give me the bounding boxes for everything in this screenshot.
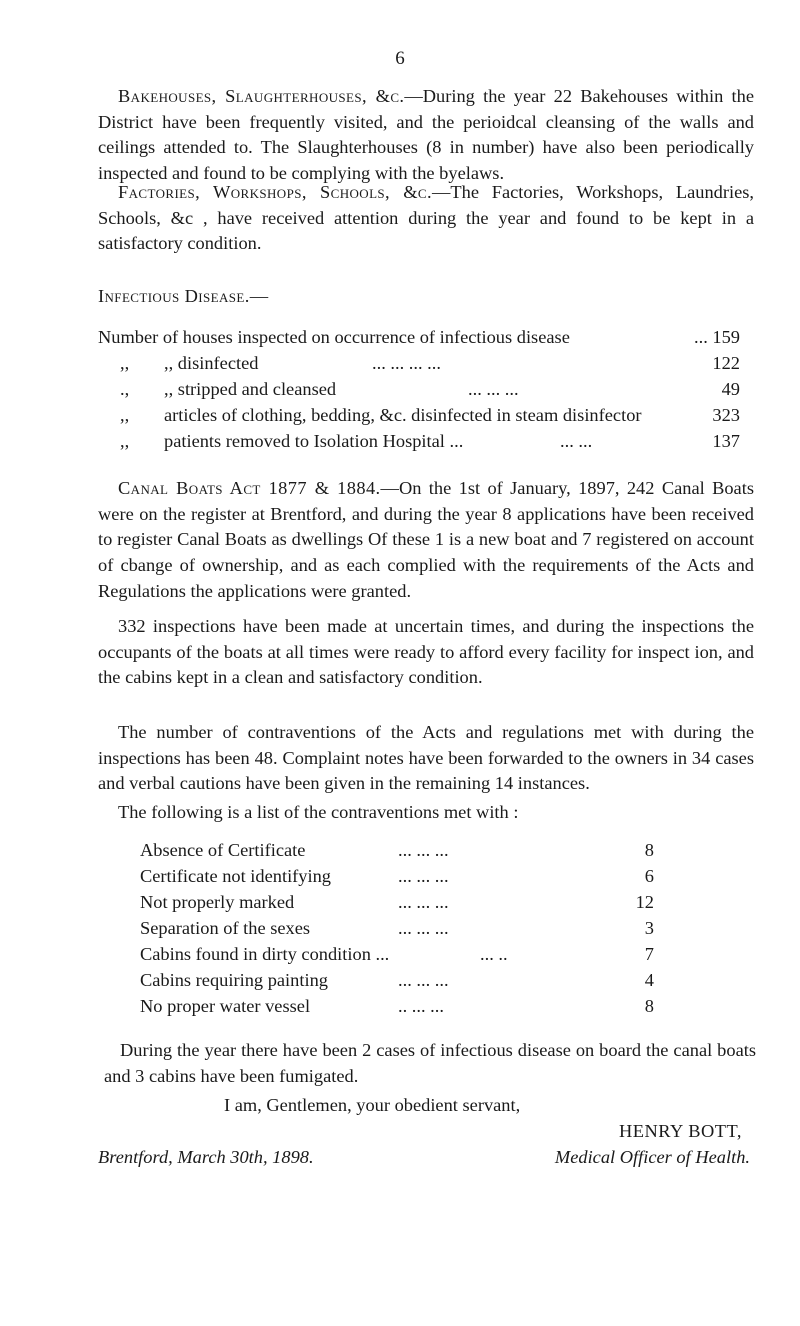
contravention-label: Cabins requiring painting [140, 970, 328, 990]
bakehouses-paragraph [98, 84, 754, 187]
infectious-row-label: articles of clothing, bedding, &c. disinfected in steam disinfector [164, 405, 642, 425]
infectious-row-ditto: ,, [120, 431, 130, 451]
contravention-item [140, 918, 654, 944]
infectious-row-label: ,, stripped and cleansed [164, 379, 337, 399]
contravention-value: 7 [644, 944, 654, 964]
infectious-row [120, 431, 740, 457]
infectious-row-value: 49 [721, 379, 740, 399]
infectious-row-value: 137 [712, 431, 740, 451]
contravention-item [140, 892, 654, 918]
infectious-row-ditto: ,, [120, 405, 130, 425]
factories-heading: Factories, Workshops, Schools, &c. [118, 182, 432, 202]
infectious-row [120, 405, 740, 431]
contravention-value: 12 [635, 892, 654, 912]
contravention-dots: .. ... ... [398, 996, 444, 1016]
closing-paragraph: During the year there have been 2 cases of infectious disease on board the canal boats and 3 cabins have been fumigated. [104, 1040, 756, 1086]
infectious-row-dots: ... ... [560, 431, 593, 451]
contravention-label: Separation of the sexes [140, 918, 311, 938]
contravention-label: No proper water vessel [140, 996, 311, 1016]
contravention-label: Certificate not identifying [140, 866, 332, 886]
inspections-paragraph: 332 inspections have been made at uncertain times, and during the inspections the occupants of the boats at all times were ready to afford every facility for inspect ion, and the cabins kept in a clean and satisfactory condition. [98, 616, 754, 688]
contravention-value: 3 [644, 918, 654, 938]
contravention-dots: ... .. [480, 944, 508, 964]
list-intro: The following is a list of the contraventions met with : [118, 802, 519, 822]
infectious-row-dots: ... [694, 327, 708, 347]
factories-paragraph [98, 180, 754, 257]
infectious-row-dots: ... ... ... ... [372, 353, 441, 373]
infectious-row-ditto: ,, [120, 353, 130, 373]
bakehouses-text: —During the year 22 Bakehouses within the District have been frequently visited, and the perioidcal cleansing of the walls and ceilings attended to. The Slaughterhouses (8 in number) have also been periodically inspected and found to be complying with the byelaws. [98, 86, 754, 184]
page-number: 6 [395, 48, 405, 69]
contravention-item [140, 944, 654, 970]
contravention-dots: ... ... ... [398, 970, 449, 990]
infectious-row-value: 122 [712, 353, 740, 373]
contravention-dots: ... ... ... [398, 892, 449, 912]
canal-heading: Canal Boats Act 1877 & 1884. [118, 478, 381, 498]
contravention-value: 4 [644, 970, 654, 990]
infectious-row-label: ,, disinfected [164, 353, 259, 373]
infectious-row-label: Number of houses inspected on occurrence of infectious disease [98, 327, 570, 347]
contravention-item [140, 970, 654, 996]
contravention-value: 8 [644, 840, 654, 860]
contravention-dots: ... ... ... [398, 866, 449, 886]
contravention-dots: ... ... ... [398, 840, 449, 860]
bakehouses-heading: Bakehouses, Slaughterhouses, &c. [118, 86, 405, 106]
infectious-row [120, 379, 740, 405]
contravention-dots: ... ... ... [398, 918, 449, 938]
contravention-item [140, 840, 654, 866]
infectious-row-ditto: ., [120, 379, 130, 399]
canal-text: —On the 1st of January, 1897, 242 Canal Boats were on the register at Brentford, and during the year 8 applications have been received to register Canal Boats as dwellings Of these 1 is a new boat and 7 registered on account of cbange of ownership, and as each complied with the requirements of the Acts and Regulations the applications were granted. [98, 478, 754, 601]
place-date: Brentford, March 30th, 1898. [98, 1147, 314, 1167]
infectious-row [98, 327, 740, 353]
infectious-row-value: 323 [712, 405, 740, 425]
infectious-row-dots: ... ... ... [468, 379, 519, 399]
contravention-item [140, 866, 654, 892]
contravention-value: 8 [644, 996, 654, 1016]
infectious-row [120, 353, 740, 379]
contraventions-paragraph: The number of contraventions of the Acts and regulations met with during the inspections has been 48. Complaint notes have been forwarded to the owners in 34 cases and verbal cautions have been given in the remaining 14 instances. [98, 722, 754, 794]
contravention-value: 6 [644, 866, 654, 886]
infectious-row-value: 159 [712, 327, 740, 347]
contravention-label: Not properly marked [140, 892, 295, 912]
contravention-label: Absence of Certificate [140, 840, 306, 860]
contravention-label: Cabins found in dirty condition ... [140, 944, 390, 964]
signatory-name: HENRY BOTT, [619, 1121, 742, 1141]
infectious-heading: Infectious Disease.— [98, 286, 269, 306]
contravention-item [140, 996, 654, 1022]
infectious-row-label: patients removed to Isolation Hospital ... [164, 431, 464, 451]
signatory-title: Medical Officer of Health. [554, 1147, 750, 1167]
salutation: I am, Gentlemen, your obedient servant, [224, 1095, 521, 1115]
factories-text: —The Factories, Workshops, Laundries, Schools, &c , have received attention during the year and found to be kept in a satisfactory condition. [98, 182, 754, 254]
canal-paragraph [98, 476, 754, 605]
